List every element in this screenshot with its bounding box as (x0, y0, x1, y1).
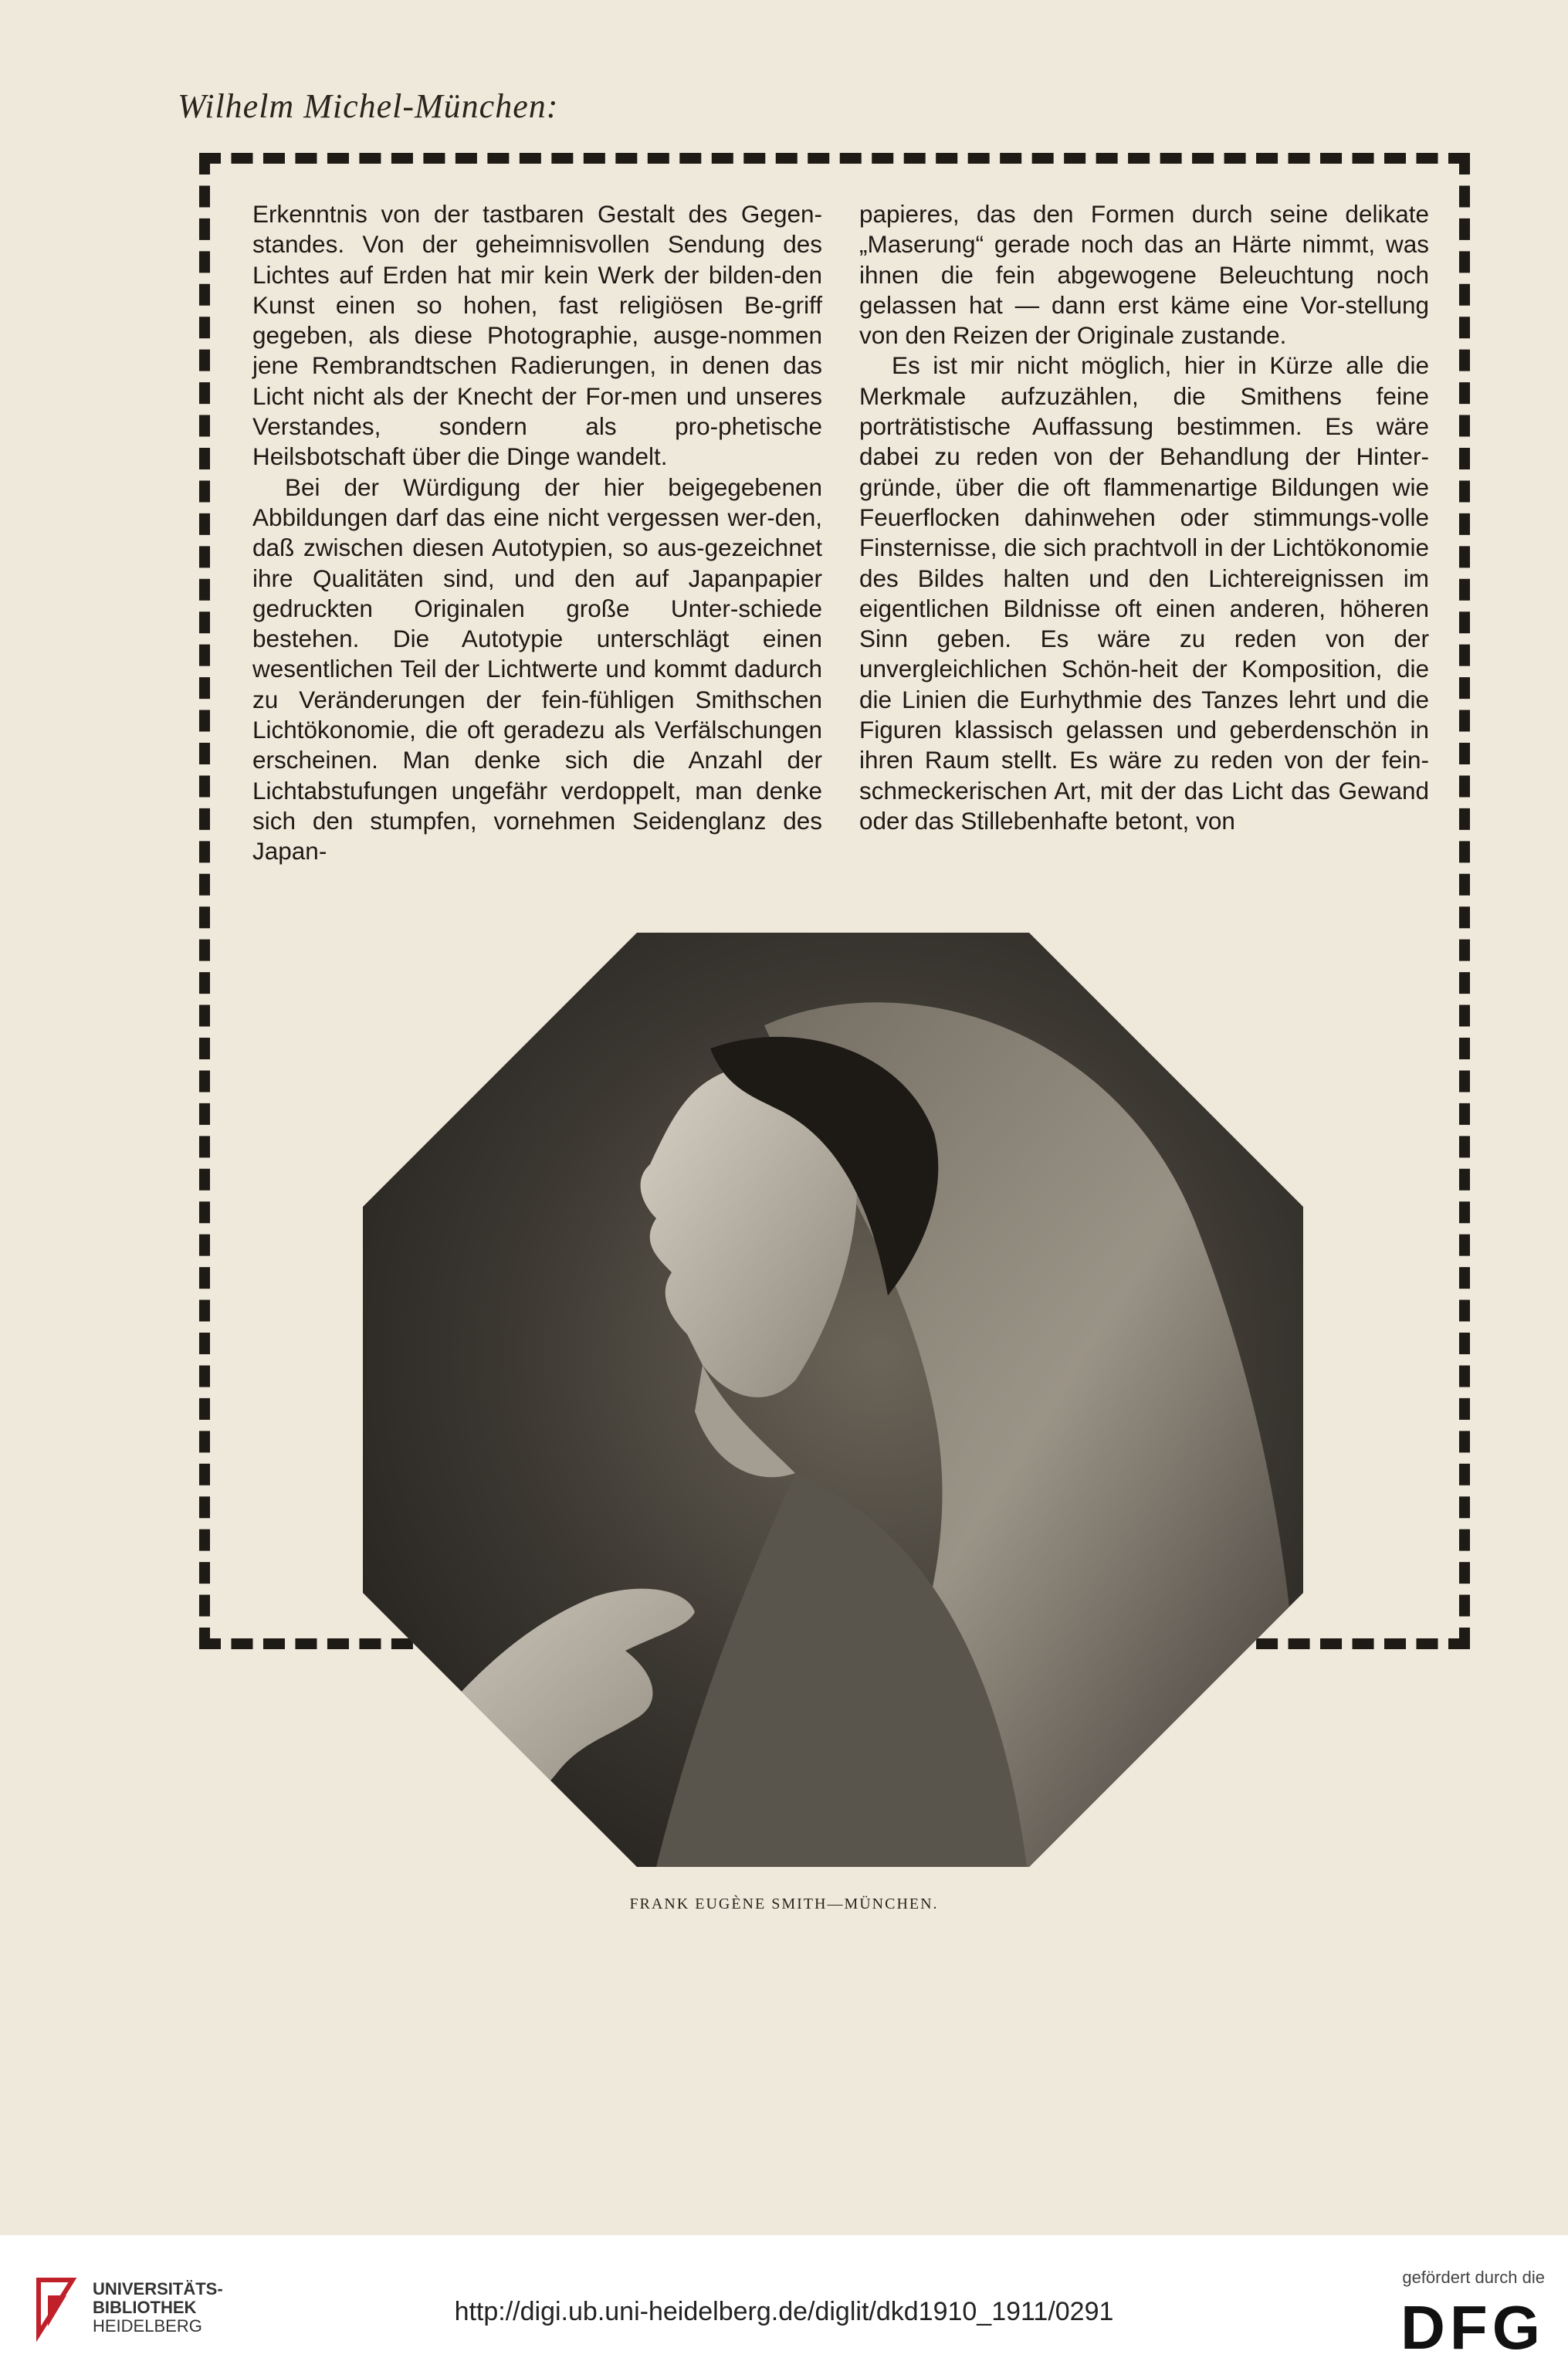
left-column (252, 199, 822, 879)
paragraph: Erkenntnis von der tastbaren Gestalt des Gegen-standes. Von der geheimnisvollen Sendung des Lichtes auf Erden hat mir kein Werk der bilden-den Kunst einen so hohen, fast religiösen Be-griff gegeben, als diese Photographie, ausge-nommen jene Rembrandtschen Radierungen, in denen das Licht nicht als der Knecht der For-men und unseres Verstandes, sondern als pro-phetische Heilsbotschaft über die Dinge wandelt. (252, 200, 822, 471)
paragraph: Es ist mir nicht möglich, hier in Kürze alle die Merkmale aufzuzählen, die Smithens feine porträtistische Auffassung bestimmen. Es wäre dabei zu reden von der Behandlung der Hinter-gründe, über die oft flammenartige Bildungen wie Feuerflocken dahinwehen oder stimmungs-volle Finsternisse, die sich prachtvoll in der Lichtökonomie des Bildes halten und den Lichtereignissen im eigentlichen Bildnisse oft einen anderen, höheren Sinn geben. Es wäre zu reden von der unvergleichlichen Schön-heit der Komposition, die die Linien die Eurhythmie des Tanzes lehrt und die Figuren klassisch gelassen und geberdenschön in ihren Raum stellt. Es wäre zu reden von der fein-schmeckerischen Art, mit der das Licht das Gewand oder das Stillebenhafte betont, von (859, 351, 1429, 835)
funding-label: gefördert durch die (1402, 2268, 1545, 2287)
paragraph: papieres, das den Formen durch seine delikate „Maserung“ gerade noch das an Härte nimmt, was ihnen die fein abgewogene Beleuchtung noch gelassen hat — dann erst käme eine Vor-stellung von den Reizen der Originale zustande. (859, 200, 1429, 350)
library-name: UNIVERSITÄTS- BIBLIOTHEK HEIDELBERG (93, 2279, 223, 2336)
running-head: Wilhelm Michel-München: (178, 87, 559, 125)
dfg-logo: DFG (1400, 2293, 1545, 2362)
paragraph: Bei der Würdigung der hier beigegebenen Abbildungen darf das eine nicht vergessen wer-den, daß zwischen diesen Autotypien, so aus-gezeichnet ihre Qualitäten sind, und den auf Japanpapier gedruckten Originalen große Unter-schiede bestehen. Die Autotypie unterschlägt einen wesentlichen Teil der Lichtwerte und kommt dadurch zu Veränderungen der fein-fühligen Smithschen Lichtökonomie, die oft geradezu als Verfälschungen erscheinen. Man denke sich die Anzahl der Lichtabstufungen ungefähr verdoppelt, man denke sich den stumpfen, vornehmen Seidenglanz des Japan- (252, 473, 822, 866)
portrait-photograph (363, 933, 1303, 1867)
photo-caption: FRANK EUGÈNE SMITH—MÜNCHEN. (629, 1895, 939, 1912)
right-column (859, 199, 1429, 879)
permalink[interactable]: http://digi.ub.uni-heidelberg.de/diglit/dkd1910_1911/0291 (454, 2297, 1114, 2326)
digitization-footer (0, 2235, 1568, 2368)
article-body (252, 199, 1429, 879)
